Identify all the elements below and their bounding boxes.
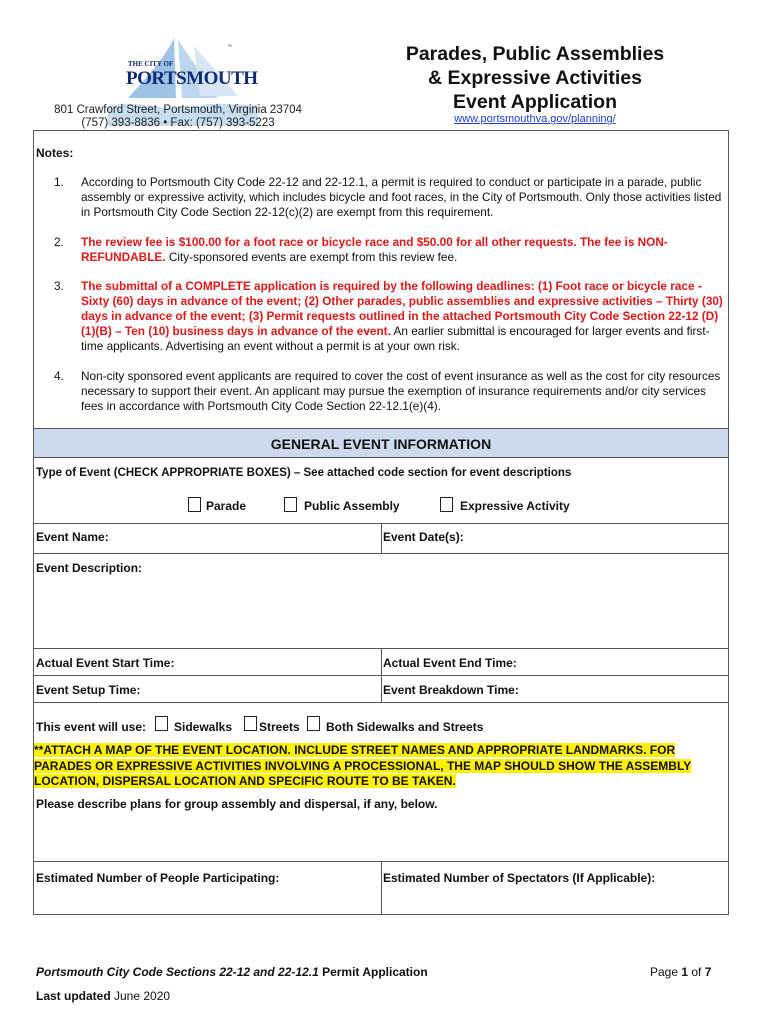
event-description-label: Event Description: bbox=[36, 561, 143, 575]
note-text: City-sponsored events are exempt from this review fee. bbox=[165, 250, 458, 264]
address: 801 Crawford Street, Portsmouth, Virginia 23704 bbox=[54, 104, 302, 116]
assembly-plans-label: Please describe plans for group assembly and dispersal, if any, below. bbox=[36, 797, 438, 811]
event-description-field[interactable] bbox=[36, 577, 724, 645]
event-name-field[interactable] bbox=[36, 539, 376, 551]
event-dates-field[interactable] bbox=[384, 539, 724, 551]
general-info-form bbox=[33, 457, 729, 915]
note-2 bbox=[54, 235, 724, 265]
page-total: 7 bbox=[704, 965, 712, 979]
sidewalks-label: Sidewalks bbox=[174, 720, 233, 734]
start-time-label: Actual Event Start Time: bbox=[36, 656, 175, 670]
note-text: According to Portsmouth City Code 22-12 and 22-12.1, a permit is required to conduct or participate in a parade, public assembly or expressive activity, which includes bicycle and foot races, in the City of Portsmouth. Only those activities listed in Portsmouth City Code Section 22-12(c)(2) are exempt from this requirement. bbox=[81, 175, 722, 219]
expressive-activity-checkbox[interactable] bbox=[440, 497, 453, 512]
note-emphasis: The submittal of a COMPLETE application is required by the following deadlines: (1) Foot race or bicycle race -Sixty (60) days in advance of the event; (2) Other parades, public assemblies and expressive activities – Thirty (30) days in advance of the event; (3) Permit requests outlined in the attached Portsmouth City Code Section 22-12 (D)(1)(B) – Ten (10) business days in advance of the event. bbox=[81, 279, 723, 338]
spectators-label: Estimated Number of Spectators (If Applicable): bbox=[383, 871, 656, 885]
event-name-label: Event Name: bbox=[36, 530, 109, 544]
svg-text:™: ™ bbox=[227, 44, 232, 50]
map-instructions bbox=[34, 743, 724, 790]
note-text: Non-city sponsored event applicants are required to cover the cost of event insurance as well as the cost for city resources necessary to support their event. An applicant may pursue the exemption of insurance requirements and/or city services fees in accordance with Portsmouth City Code Section 22-12.1(e)(4). bbox=[81, 369, 721, 413]
type-of-event-label: Type of Event (CHECK APPROPRIATE BOXES) – See attached code section for event descriptions bbox=[36, 467, 572, 479]
parade-checkbox[interactable] bbox=[188, 497, 201, 512]
highlighted-text: **ATTACH A MAP OF THE EVENT LOCATION. INCLUDE STREET NAMES AND APPROPRIATE LANDMARKS. FOR PARADES OR EXPRESSIVE ACTIVITIES INVOLVING A PROCESSIONAL, THE MAP SHOULD SHOW THE ASSEMBLY LOCATION, DISPERSAL LOCATION AND SPECIFIC ROUTE TO BE TAKEN. bbox=[34, 743, 692, 788]
streets-checkbox[interactable] bbox=[244, 716, 257, 731]
page-word: Page bbox=[650, 965, 682, 979]
streets-label: Streets bbox=[259, 720, 300, 734]
title-line-2: & Expressive Activities bbox=[428, 67, 642, 89]
logo-text-big: PORTSMOUTH bbox=[126, 68, 258, 89]
spectators-field[interactable] bbox=[384, 887, 724, 909]
will-use-label: This event will use: bbox=[36, 720, 147, 734]
page-title bbox=[380, 42, 690, 114]
note-number: 3. bbox=[54, 279, 64, 293]
setup-time-label: Event Setup Time: bbox=[36, 683, 141, 697]
both-checkbox[interactable] bbox=[307, 716, 320, 731]
title-line-1: Parades, Public Assemblies bbox=[405, 43, 665, 65]
logo-text-small: THE CITY OF bbox=[128, 60, 174, 68]
website-link[interactable]: www.portsmouthva.gov/planning/ bbox=[454, 113, 616, 125]
sidewalks-checkbox[interactable] bbox=[155, 716, 168, 731]
note-number: 4. bbox=[54, 369, 64, 383]
last-updated-date: June 2020 bbox=[110, 989, 171, 1003]
section-header: GENERAL EVENT INFORMATION bbox=[33, 428, 729, 458]
last-updated bbox=[36, 989, 170, 1003]
note-1 bbox=[54, 175, 724, 220]
last-updated-label: Last updated bbox=[36, 989, 111, 1003]
public-assembly-label: Public Assembly bbox=[304, 499, 400, 513]
participants-label: Estimated Number of People Participating: bbox=[36, 871, 280, 885]
page-of: of bbox=[688, 965, 705, 979]
footer-code-rest: Permit Application bbox=[318, 965, 428, 979]
parade-label: Parade bbox=[206, 499, 247, 513]
footer-code-sections: Portsmouth City Code Sections 22-12 and 22-12.1 bbox=[36, 965, 319, 979]
phone-fax: (757) 393-8836 • Fax: (757) 393-5223 bbox=[81, 117, 275, 129]
breakdown-time-label: Event Breakdown Time: bbox=[383, 683, 519, 697]
note-emphasis: The review fee is $100.00 for a foot race or bicycle race and $50.00 for all other requests. The fee is NON-REFUNDABLE. bbox=[81, 235, 668, 264]
note-4 bbox=[54, 369, 724, 414]
page-number bbox=[650, 965, 711, 979]
note-text: An earlier submittal is encouraged for larger events and first-time applicants. Advertising an event without a permit is at your own risk. bbox=[81, 324, 710, 353]
footer-code bbox=[36, 965, 428, 979]
participants-field[interactable] bbox=[36, 887, 376, 909]
public-assembly-checkbox[interactable] bbox=[284, 497, 297, 512]
both-label: Both Sidewalks and Streets bbox=[326, 720, 484, 734]
note-number: 1. bbox=[54, 175, 64, 189]
expressive-activity-label: Expressive Activity bbox=[460, 499, 570, 513]
title-line-3: Event Application bbox=[453, 91, 617, 113]
notes-label: Notes: bbox=[36, 146, 74, 160]
note-number: 2. bbox=[54, 235, 64, 249]
end-time-label: Actual Event End Time: bbox=[383, 656, 517, 670]
note-3 bbox=[54, 279, 724, 354]
event-dates-label: Event Date(s): bbox=[383, 530, 464, 544]
page-current: 1 bbox=[681, 965, 689, 979]
assembly-plans-field[interactable] bbox=[36, 813, 724, 857]
